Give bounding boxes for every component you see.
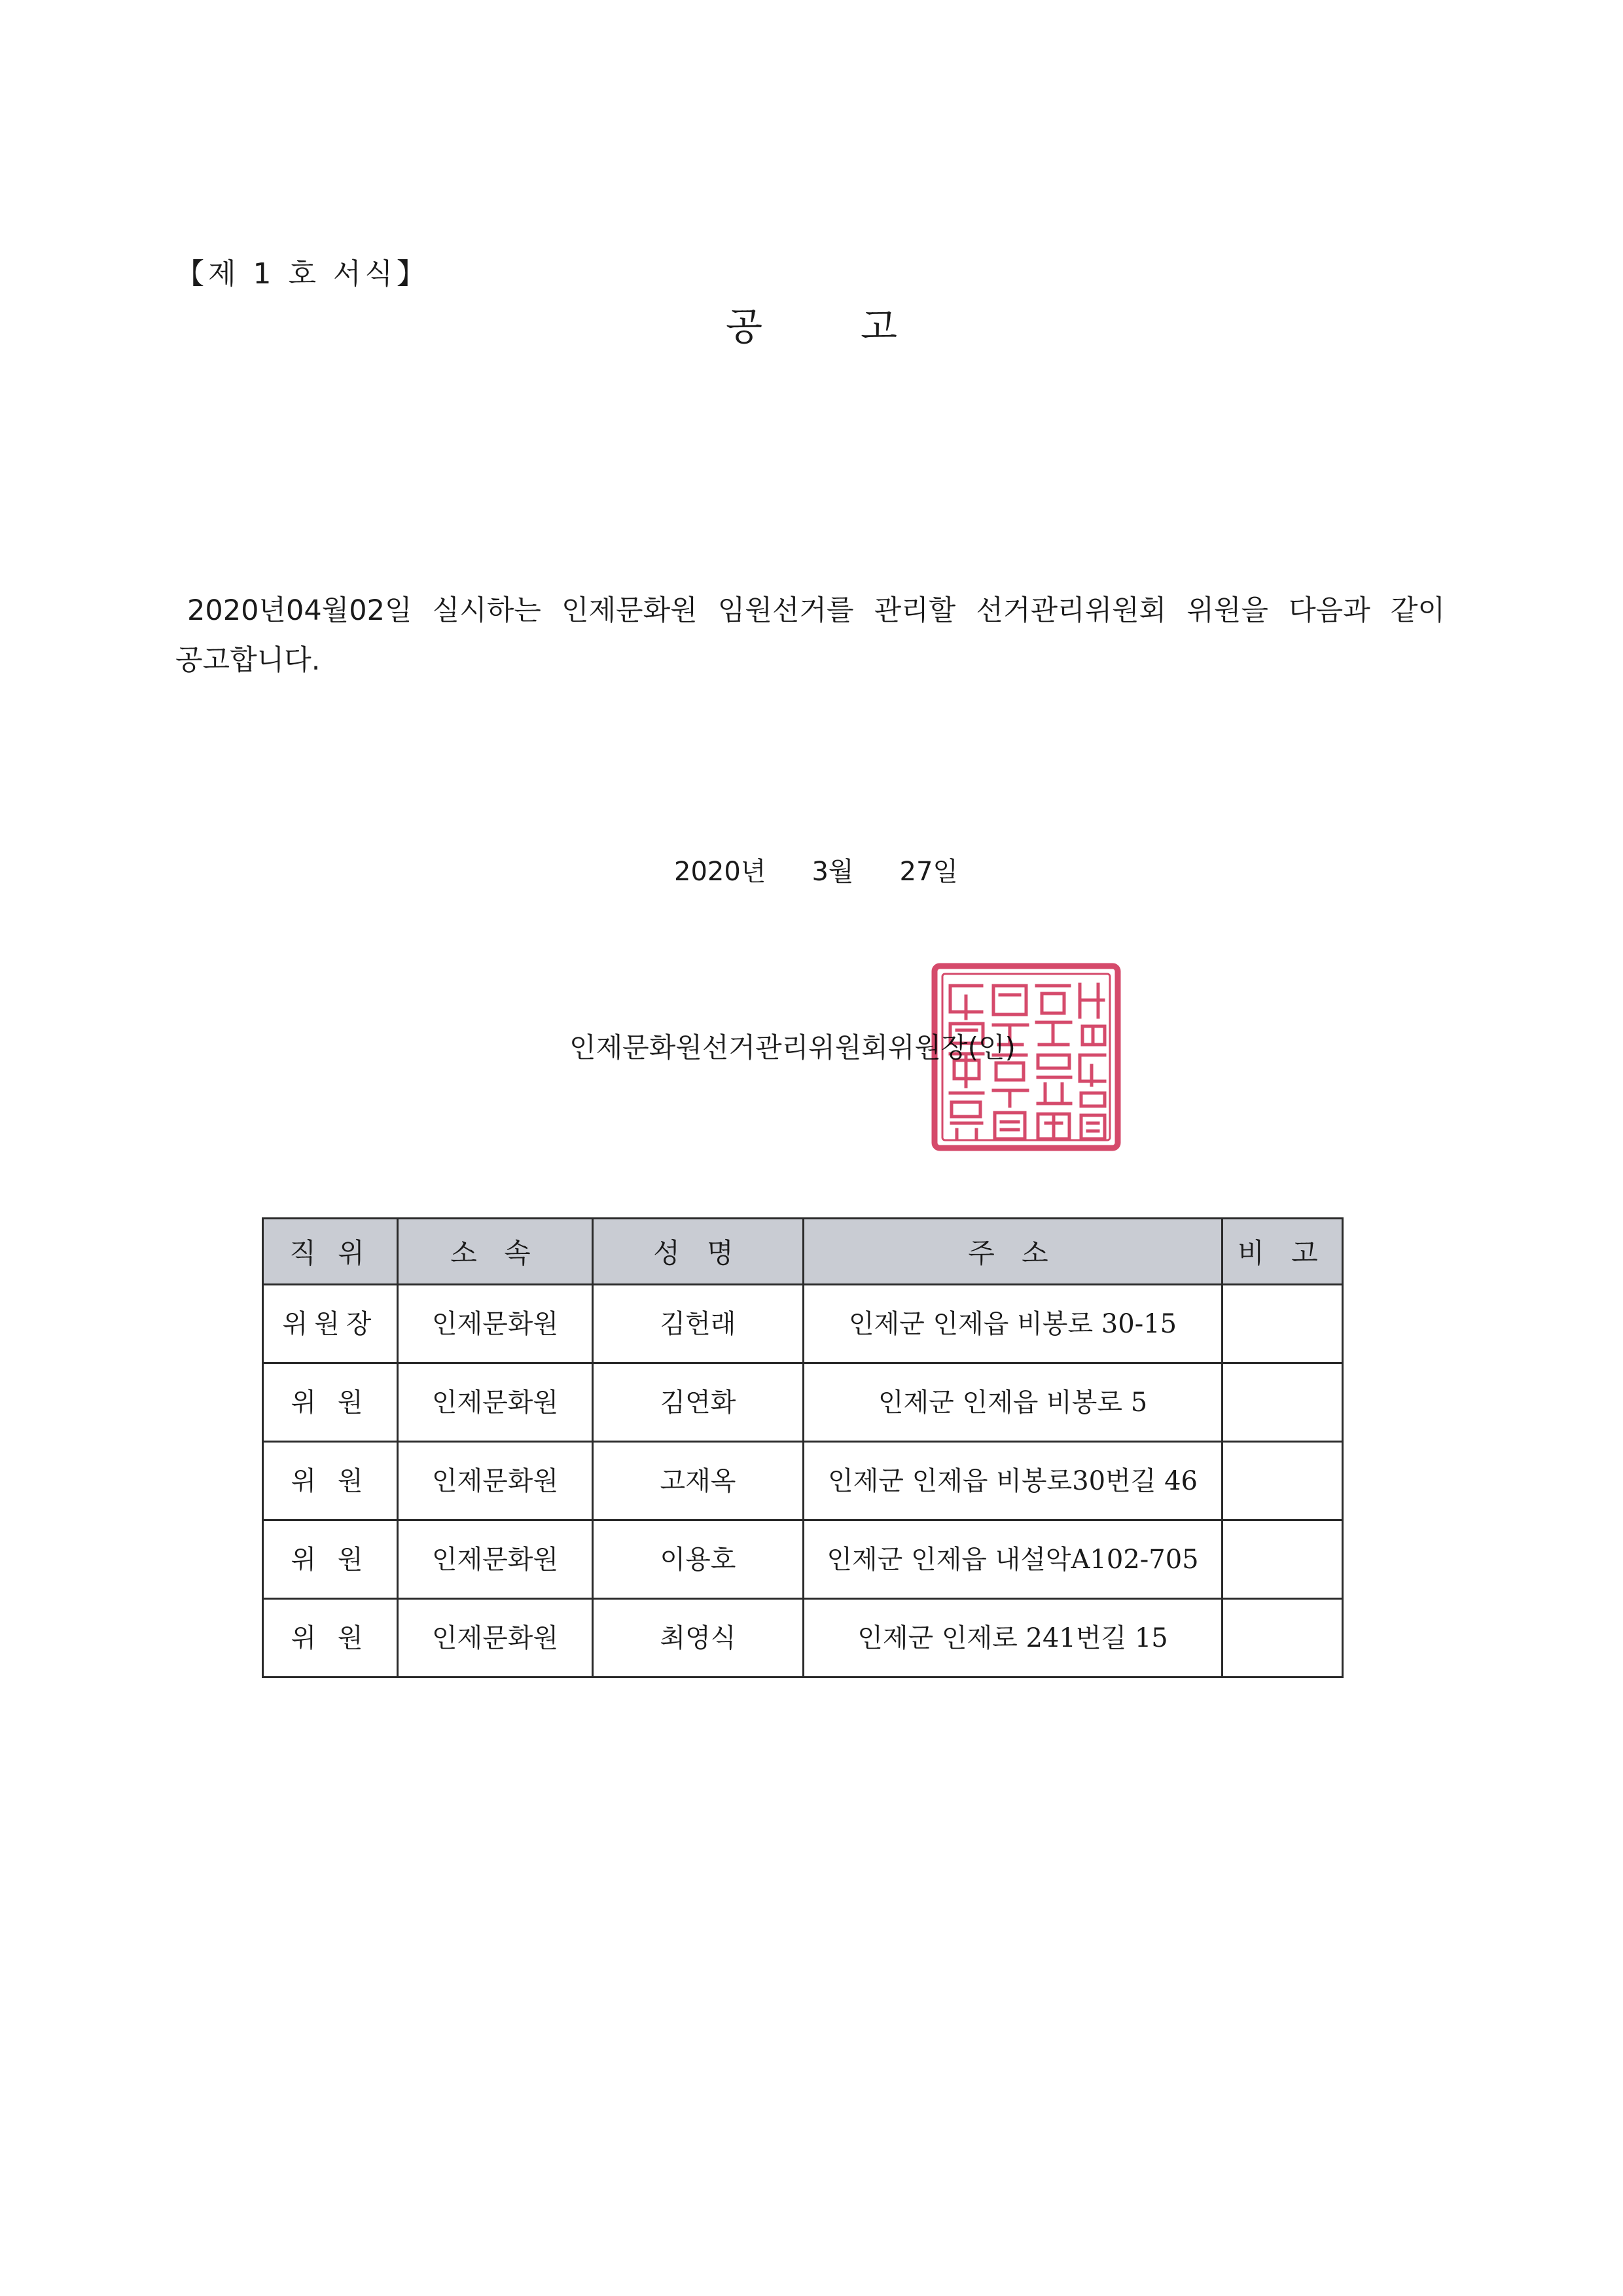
header-position: 직 위 [263,1219,398,1285]
table-row [263,1442,1343,1520]
cell-position: 위 원 [263,1363,398,1442]
announcement-date [674,851,958,888]
cell-address: 인제군 인제읍 비봉로 30-15 [804,1285,1222,1363]
cell-affiliation: 인제문화원 [398,1520,593,1599]
cell-note [1222,1442,1343,1520]
cell-note [1222,1520,1343,1599]
date-month: 3월 [812,857,854,887]
form-label: 【제 1 호 서식】 [175,257,429,291]
table-row [263,1520,1343,1599]
cell-name: 이용호 [593,1520,804,1599]
header-note: 비 고 [1222,1219,1343,1285]
table-row [263,1285,1343,1363]
cell-affiliation: 인제문화원 [398,1599,593,1677]
title-char-right: 고 [861,304,898,349]
cell-address: 인제군 인제읍 내설악A102-705 [804,1520,1222,1599]
cell-position: 위 원 [263,1520,398,1599]
official-seal-stamp [931,962,1122,1152]
cell-address: 인제군 인제읍 비봉로30번길 46 [804,1442,1222,1520]
cell-affiliation: 인제문화원 [398,1285,593,1363]
table-row [263,1363,1343,1442]
signature-line: 인제문화원선거관리위원회위원장(인) [569,1031,1016,1064]
table-header-row [263,1219,1343,1285]
cell-name: 최영식 [593,1599,804,1677]
cell-affiliation: 인제문화원 [398,1442,593,1520]
cell-name: 고재옥 [593,1442,804,1520]
cell-address: 인제군 인제읍 비봉로 5 [804,1363,1222,1442]
cell-name: 김헌래 [593,1285,804,1363]
cell-note [1222,1285,1343,1363]
title-char-left: 공 [725,304,762,349]
cell-position: 위원장 [263,1285,398,1363]
announcement-body: 2020년04월02일 실시하는 인제문화원 임원선거를 관리할 선거관리위원회 위원을 다음과 같이 공고합니다. [175,594,1445,677]
header-address: 주 소 [804,1219,1222,1285]
document-title [0,296,1623,351]
cell-affiliation: 인제문화원 [398,1363,593,1442]
header-name: 성 명 [593,1219,804,1285]
header-affiliation: 소 속 [398,1219,593,1285]
cell-position: 위 원 [263,1442,398,1520]
cell-note [1222,1363,1343,1442]
cell-address: 인제군 인제로 241번길 15 [804,1599,1222,1677]
cell-note [1222,1599,1343,1677]
committee-roster-table [262,1217,1344,1678]
cell-name: 김연화 [593,1363,804,1442]
date-day: 27일 [899,857,959,887]
cell-position: 위 원 [263,1599,398,1677]
table-row [263,1599,1343,1677]
date-year: 2020년 [674,857,766,887]
